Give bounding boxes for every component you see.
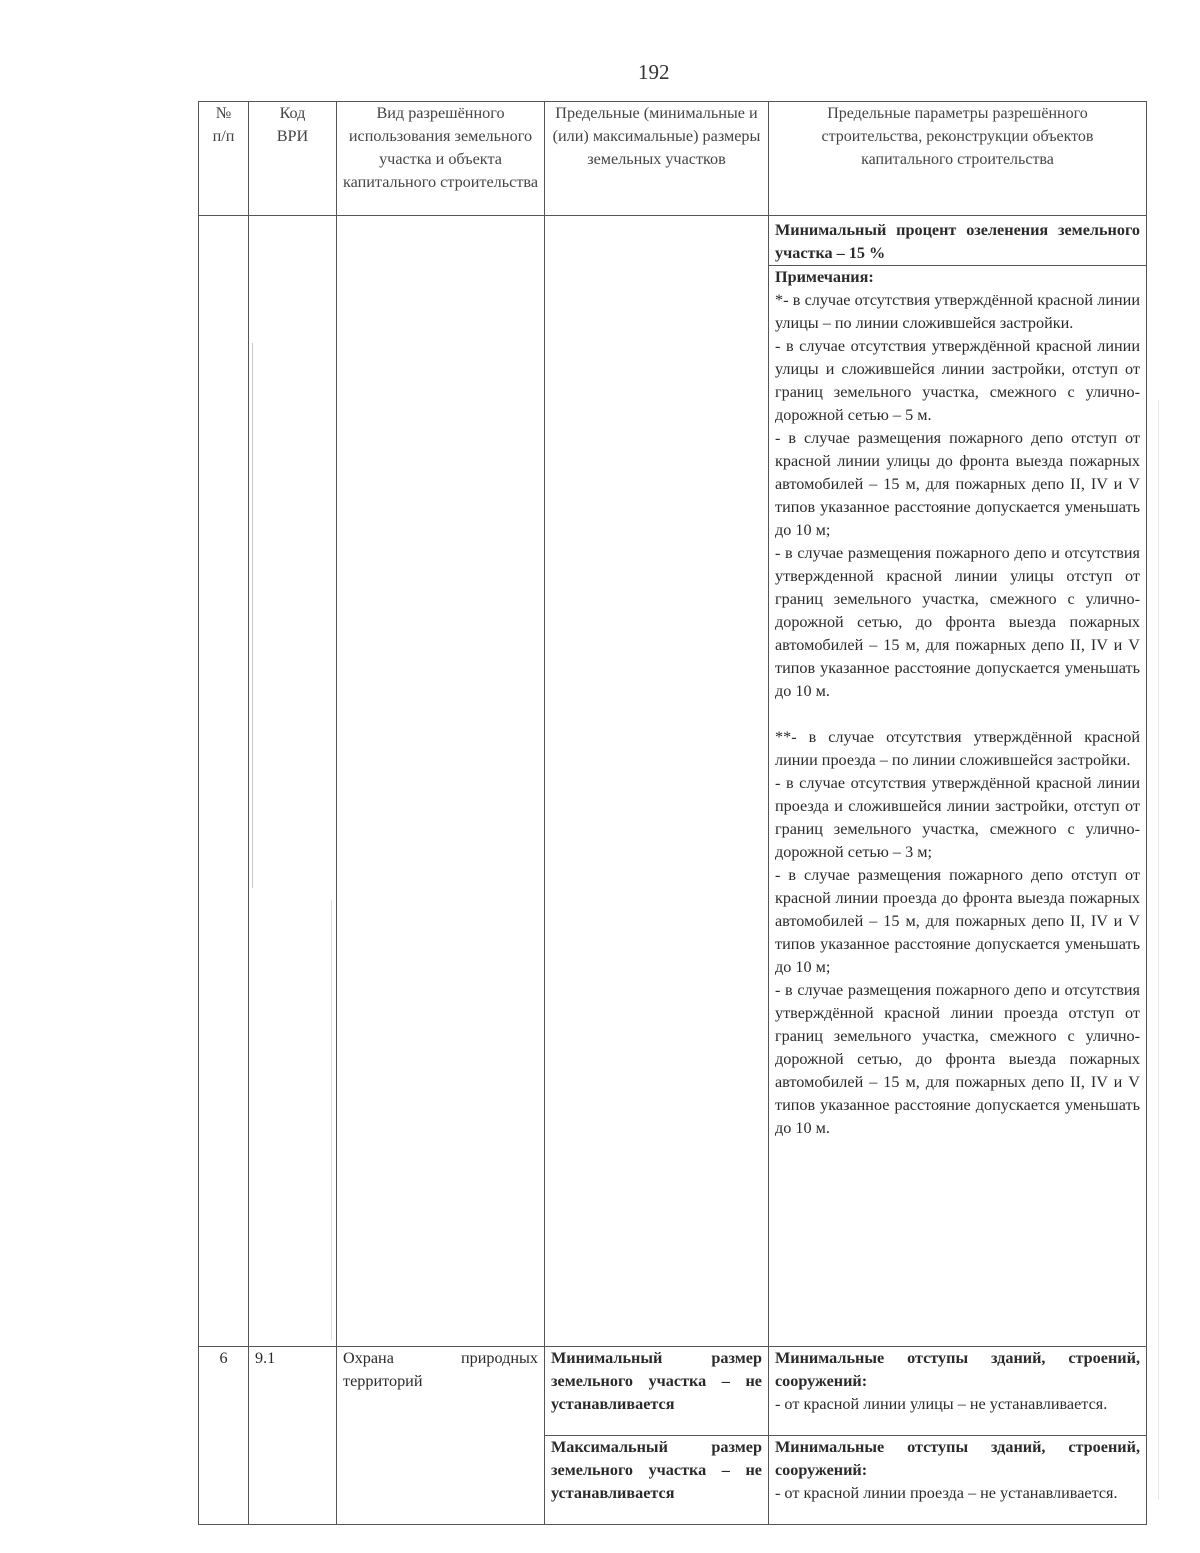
setback-street-text: - от красной линии улицы – не устанавливается.	[775, 1395, 1108, 1413]
note-item: - в случае отсутствия утверждённой красной линии улицы и сложившейся линии застройки, отступ от границ земельного участка, смежного с улично-дорожной сетью – 5 м.	[775, 337, 1140, 424]
row6-num: 6	[199, 1347, 249, 1525]
cell-empty-num	[199, 216, 249, 1347]
row6-min-size: Минимальный размер земельного участка – не устанавливается	[545, 1347, 769, 1436]
note-item: - в случае размещения пожарного депо и отсутствия утвержденной красной линии улицы отступ от границ земельного участка, смежного с улично-дорожной сетью, до фронта выезда пожарных автомобилей – 15 м, для пожарных депо II, IV и V типов указанное расстояние допускается уменьшать до 10 м.	[775, 544, 1140, 700]
row6-use: Охрана природных территорий	[337, 1347, 545, 1525]
row6-min-setback-street	[769, 1347, 1147, 1436]
note-item: - в случае размещения пожарного депо отступ от красной линии улицы до фронта выезда пожарных автомобилей – 15 м, для пожарных депо II, IV и V типов указанное расстояние допускается уменьшать до 10 м;	[775, 429, 1140, 539]
green-percent-cell: Минимальный процент озеленения земельного участка – 15 %	[769, 216, 1147, 266]
note-item: - в случае размещения пожарного депо и отсутствия утверждённой красной линии проезда отступ от границ земельного участка, смежного с улично-дорожной сетью, до фронта выезда пожарных автомобилей – 15 м, для пожарных депо II, IV и V типов указанное расстояние допускается уменьшать до 10 м.	[775, 981, 1140, 1137]
note-item: - в случае размещения пожарного депо отступ от красной линии проезда до фронта выезда пожарных автомобилей – 15 м, для пожарных депо II, IV и V типов указанное расстояние допускается уменьшать до 10 м;	[775, 866, 1140, 976]
row6-min-setback-drive	[769, 1436, 1147, 1525]
row6-code: 9.1	[249, 1347, 337, 1525]
table-row-continuation-green	[199, 216, 1147, 266]
header-params: Предельные параметры разрешённого строительства, реконструкции объектов капитального строительства	[769, 102, 1147, 216]
cell-empty-size	[545, 216, 769, 1347]
table-row-6a	[199, 1347, 1147, 1436]
note-item: *- в случае отсутствия утверждённой красной линии улицы – по линии сложившейся застройки.	[775, 291, 1140, 332]
notes-cell	[769, 266, 1147, 1347]
note-item: **- в случае отсутствия утверждённой красной линии проезда – по линии сложившейся застройки.	[775, 728, 1140, 769]
regulation-table	[198, 101, 1147, 1525]
header-size: Предельные (минимальные и (или) максимальные) размеры земельных участков	[545, 102, 769, 216]
setback-drive-text: - от красной линии проезда – не устанавливается.	[775, 1484, 1118, 1502]
header-code: Код ВРИ	[249, 102, 337, 216]
cell-empty-code	[249, 216, 337, 1347]
note-gap	[775, 703, 1140, 726]
page-number: 192	[638, 60, 670, 84]
scan-artifact-line	[1158, 400, 1159, 1500]
table-header-row	[199, 102, 1147, 216]
header-use: Вид разрешённого использования земельного участка и объекта капитального строительства	[337, 102, 545, 216]
cell-empty-use	[337, 216, 545, 1347]
setback-drive-title: Минимальные отступы зданий, строений, сооружений:	[775, 1438, 1140, 1479]
header-num: № п/п	[199, 102, 249, 216]
note-item: - в случае отсутствия утверждённой красной линии проезда и сложившейся линии застройки, отступ от границ земельного участка, смежного с улично-дорожной сетью – 3 м;	[775, 774, 1140, 861]
setback-street-title: Минимальные отступы зданий, строений, сооружений:	[775, 1349, 1140, 1390]
notes-title: Примечания:	[775, 268, 874, 286]
row6-max-size: Максимальный размер земельного участка – не устанавливается	[545, 1436, 769, 1525]
